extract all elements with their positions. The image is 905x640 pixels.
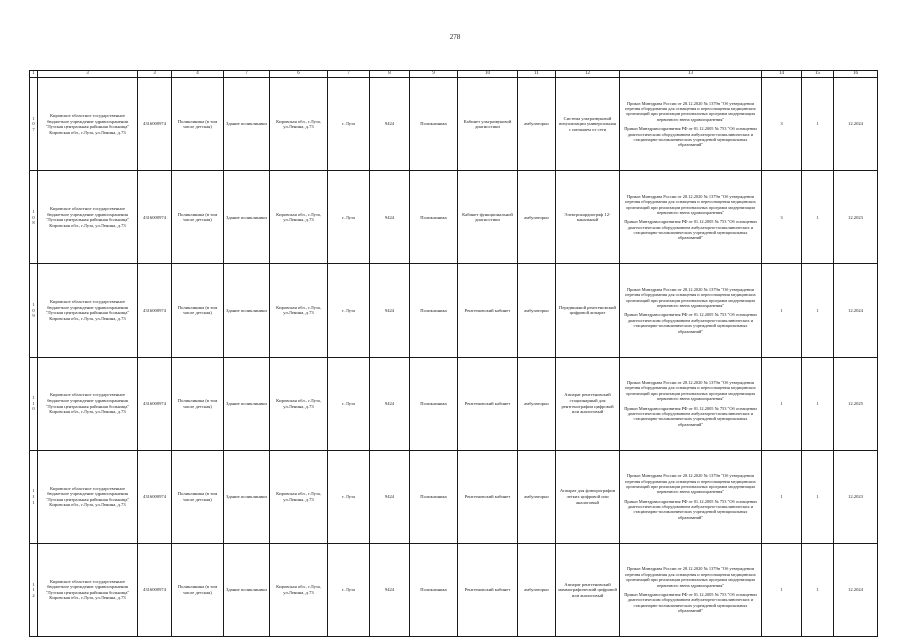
organization-cell: Кировское областное государственное бюджетное учреждение здравоохранения "Лузская центральная районная больница" Кировская обл., г.Луза, ул.Ленина, д.73 — [38, 78, 138, 171]
organization-cell: Кировское областное государственное бюджетное учреждение здравоохранения "Лузская центральная районная больница" Кировская обл., г.Луза, ул.Ленина, д.73 — [38, 171, 138, 264]
col-num: 3 — [38, 71, 138, 78]
address-cell: Кировская обл., г.Луза, ул.Ленина, д.73 — [270, 450, 328, 543]
order-cell — [620, 264, 762, 357]
col-num: 11 — [518, 71, 556, 78]
table-row — [30, 357, 878, 450]
organization-cell: Кировское областное государственное бюджетное учреждение здравоохранения "Лузская центральная районная больница" Кировская обл., г.Луза, ул.Ленина, д.73 — [38, 450, 138, 543]
building-cell: Здание поликлиники — [224, 264, 270, 357]
quantity-cell: 1 — [762, 450, 802, 543]
quantity-cell: 1 — [802, 450, 834, 543]
date-cell: 12.2024 — [834, 543, 878, 636]
equipment-cell: Электрокардиограф 12-канальный — [556, 171, 620, 264]
order-cell — [620, 78, 762, 171]
order-cell — [620, 543, 762, 636]
building-cell: Здание поликлиники — [224, 78, 270, 171]
address-cell: Кировская обл., г.Луза, ул.Ленина, д.73 — [270, 543, 328, 636]
row-number: 112 — [30, 543, 38, 636]
col-num: 10 — [458, 71, 518, 78]
room-cell: Рентгеновский кабинет — [458, 543, 518, 636]
mode-cell: амбулаторно — [518, 78, 556, 171]
building-cell: Здание поликлиники — [224, 450, 270, 543]
order-reference: Приказ Минздравсоцразвития РФ от 01.12.2005 № 753 "Об оснащении диагностическим оборудованием амбулаторно-поликлинических и стационарно-поликлинических учреждений муниципальных образований" — [624, 591, 757, 614]
order-cell — [620, 450, 762, 543]
mode-cell: амбулаторно — [518, 357, 556, 450]
table-row — [30, 450, 878, 543]
quantity-cell: 1 — [802, 264, 834, 357]
col-num: 12 — [556, 71, 620, 78]
table-row — [30, 264, 878, 357]
table-row — [30, 543, 878, 636]
unit-cell: Поликлиника — [410, 78, 458, 171]
unit-cell: Поликлиника — [410, 357, 458, 450]
order-reference: Приказ Минздрава России от 28.12.2020 № 1379н "Об утверждении перечня оборудования для оснащения и переоснащения медицинских организаций при реализации региональных программ модернизации первичного звена здравоохранения" — [625, 286, 756, 309]
date-cell: 12.2024 — [834, 264, 878, 357]
col-num: 15 — [802, 71, 834, 78]
address-cell: Кировская обл., г.Луза, ул.Ленина, д.73 — [270, 171, 328, 264]
equipment-cell: Аппарат рентгеновский маммографический цифровой или аналоговый — [556, 543, 620, 636]
room-cell: Кабинет функциональной диагностики — [458, 171, 518, 264]
quantity-cell: 1 — [802, 78, 834, 171]
column-number-row — [30, 71, 878, 78]
equipment-cell: Аппарат для флюорографии легких цифровой или аналоговый — [556, 450, 620, 543]
quantity-cell: 1 — [762, 264, 802, 357]
order-reference: Приказ Минздравсоцразвития РФ от 01.12.2005 № 753 "Об оснащении диагностическим оборудованием амбулаторно-поликлинических и стационарно-поликлинических учреждений муниципальных образований" — [624, 498, 757, 520]
date-cell: 12.2023 — [834, 171, 878, 264]
room-cell: Рентгеновский кабинет — [458, 357, 518, 450]
inn-cell: 4316000974 — [138, 264, 172, 357]
building-cell: Здание поликлиники — [224, 543, 270, 636]
order-reference: Приказ Минздрава России от 28.12.2020 № 1379н "Об утверждении перечня оборудования для оснащения и переоснащения медицинских организаций при реализации региональных программ модернизации первичного звена здравоохранения" — [625, 193, 756, 215]
city-cell: г. Луза — [328, 357, 370, 450]
col-num: 7 — [224, 71, 270, 78]
col-num: 6 — [270, 71, 328, 78]
unit-cell: Поликлиника — [410, 450, 458, 543]
row-number: 110 — [30, 357, 38, 450]
table-row — [30, 78, 878, 171]
inn-cell: 4316000974 — [138, 450, 172, 543]
date-cell: 12.2024 — [834, 78, 878, 171]
quantity-cell: 1 — [762, 357, 802, 450]
code-cell: 9424 — [370, 450, 410, 543]
address-cell: Кировская обл., г.Луза, ул.Ленина, д.73 — [270, 78, 328, 171]
code-cell: 9424 — [370, 357, 410, 450]
quantity-cell: 1 — [802, 357, 834, 450]
order-cell — [620, 357, 762, 450]
mode-cell: амбулаторно — [518, 171, 556, 264]
quantity-cell: 3 — [762, 78, 802, 171]
city-cell: г. Луза — [328, 264, 370, 357]
mode-cell: амбулаторно — [518, 543, 556, 636]
scope-cell: Поликлиника (в том числе детская) — [172, 543, 224, 636]
unit-cell: Поликлиника — [410, 543, 458, 636]
unit-cell: Поликлиника — [410, 264, 458, 357]
equipment-cell: Аппарат рентгеновский стационарный для рентгенографии цифровой или аналоговый — [556, 357, 620, 450]
room-cell: Рентгеновский кабинет — [458, 450, 518, 543]
address-cell: Кировская обл., г.Луза, ул.Ленина, д.73 — [270, 264, 328, 357]
col-num: 9 — [410, 71, 458, 78]
col-num: 7 — [328, 71, 370, 78]
order-reference: Приказ Минздравсоцразвития РФ от 01.12.2005 № 753 "Об оснащении диагностическим оборудованием амбулаторно-поликлинических и стационарно-поликлинических учреждений муниципальных образований" — [624, 312, 757, 334]
order-reference: Приказ Минздрава России от 28.12.2020 № 1379н "Об утверждении перечня оборудования для оснащения и переоснащения медицинских организаций при реализации региональных программ модернизации первичного звена здравоохранения" — [625, 380, 756, 402]
code-cell: 9424 — [370, 78, 410, 171]
code-cell: 9424 — [370, 171, 410, 264]
col-num: 16 — [834, 71, 878, 78]
page-number: 278 — [449, 33, 461, 41]
city-cell: г. Луза — [328, 78, 370, 171]
equipment-table — [29, 70, 878, 637]
order-cell — [620, 171, 762, 264]
quantity-cell: 1 — [802, 171, 834, 264]
room-cell: Рентгеновский кабинет — [458, 264, 518, 357]
inn-cell: 4316000974 — [138, 78, 172, 171]
quantity-cell: 1 — [802, 543, 834, 636]
order-reference: Приказ Минздравсоцразвития РФ от 01.12.2005 № 753 "Об оснащении диагностическим оборудованием амбулаторно-поликлинических и стационарно-поликлинических учреждений муниципальных образований" — [624, 126, 757, 148]
building-cell: Здание поликлиники — [224, 357, 270, 450]
mode-cell: амбулаторно — [518, 450, 556, 543]
scope-cell: Поликлиника (в том числе детская) — [172, 171, 224, 264]
order-reference: Приказ Минздравсоцразвития РФ от 01.12.2005 № 753 "Об оснащении диагностическим оборудованием амбулаторно-поликлинических и стационарно-поликлинических учреждений муниципальных образований" — [624, 405, 757, 427]
row-number: 107 — [30, 78, 38, 171]
building-cell: Здание поликлиники — [224, 171, 270, 264]
col-num: 8 — [370, 71, 410, 78]
code-cell: 9424 — [370, 543, 410, 636]
col-num: 3 — [138, 71, 172, 78]
row-number: 108 — [30, 171, 38, 264]
row-number: 111 — [30, 450, 38, 543]
order-reference: Приказ Минздравсоцразвития РФ от 01.12.2005 № 753 "Об оснащении диагностическим оборудованием амбулаторно-поликлинических и стационарно-поликлинических учреждений муниципальных образований" — [624, 219, 757, 241]
date-cell: 12.2023 — [834, 450, 878, 543]
inn-cell: 4316000974 — [138, 543, 172, 636]
inn-cell: 4316000974 — [138, 171, 172, 264]
room-cell: Кабинет ультразвуковой диагностики — [458, 78, 518, 171]
inn-cell: 4316000974 — [138, 357, 172, 450]
mode-cell: амбулаторно — [518, 264, 556, 357]
scope-cell: Поликлиника (в том числе детская) — [172, 78, 224, 171]
order-reference: Приказ Минздрава России от 28.12.2020 № 1379н "Об утверждении перечня оборудования для оснащения и переоснащения медицинских организаций при реализации региональных программ модернизации первичного звена здравоохранения" — [625, 473, 756, 495]
order-reference: Приказ Минздрава России от 28.12.2020 № 1379н "Об утверждении перечня оборудования для оснащения и переоснащения медицинских организаций при реализации региональных программ модернизации первичного звена здравоохранения" — [625, 100, 756, 122]
city-cell: г. Луза — [328, 450, 370, 543]
city-cell: г. Луза — [328, 543, 370, 636]
equipment-cell: Передвижной рентгеновский цифровой аппарат — [556, 264, 620, 357]
equipment-cell: Система ультразвуковой визуализации универсальная с питанием от сети — [556, 78, 620, 171]
organization-cell: Кировское областное государственное бюджетное учреждение здравоохранения "Лузская центральная районная больница" Кировская обл., г.Луза, ул.Ленина, д.73 — [38, 264, 138, 357]
table-row — [30, 171, 878, 264]
quantity-cell: 3 — [762, 171, 802, 264]
organization-cell: Кировское областное государственное бюджетное учреждение здравоохранения "Лузская центральная районная больница" Кировская обл., г.Луза, ул.Ленина, д.73 — [38, 543, 138, 636]
col-num: 14 — [762, 71, 802, 78]
address-cell: Кировская обл., г.Луза, ул.Ленина, д.73 — [270, 357, 328, 450]
col-num: 13 — [620, 71, 762, 78]
row-number: 109 — [30, 264, 38, 357]
scope-cell: Поликлиника (в том числе детская) — [172, 357, 224, 450]
city-cell: г. Луза — [328, 171, 370, 264]
scope-cell: Поликлиника (в том числе детская) — [172, 264, 224, 357]
date-cell: 12.2025 — [834, 357, 878, 450]
scope-cell: Поликлиника (в том числе детская) — [172, 450, 224, 543]
code-cell: 9424 — [370, 264, 410, 357]
col-num: 1 — [30, 71, 38, 78]
unit-cell: Поликлиника — [410, 171, 458, 264]
quantity-cell: 1 — [762, 543, 802, 636]
order-reference: Приказ Минздрава России от 28.12.2020 № 1379н "Об утверждении перечня оборудования для оснащения и переоснащения медицинских организаций при реализации региональных программ модернизации первичного звена здравоохранения" — [625, 566, 756, 588]
organization-cell: Кировское областное государственное бюджетное учреждение здравоохранения "Лузская центральная районная больница" Кировская обл., г.Луза, ул.Ленина, д.73 — [38, 357, 138, 450]
col-num: 4 — [172, 71, 224, 78]
